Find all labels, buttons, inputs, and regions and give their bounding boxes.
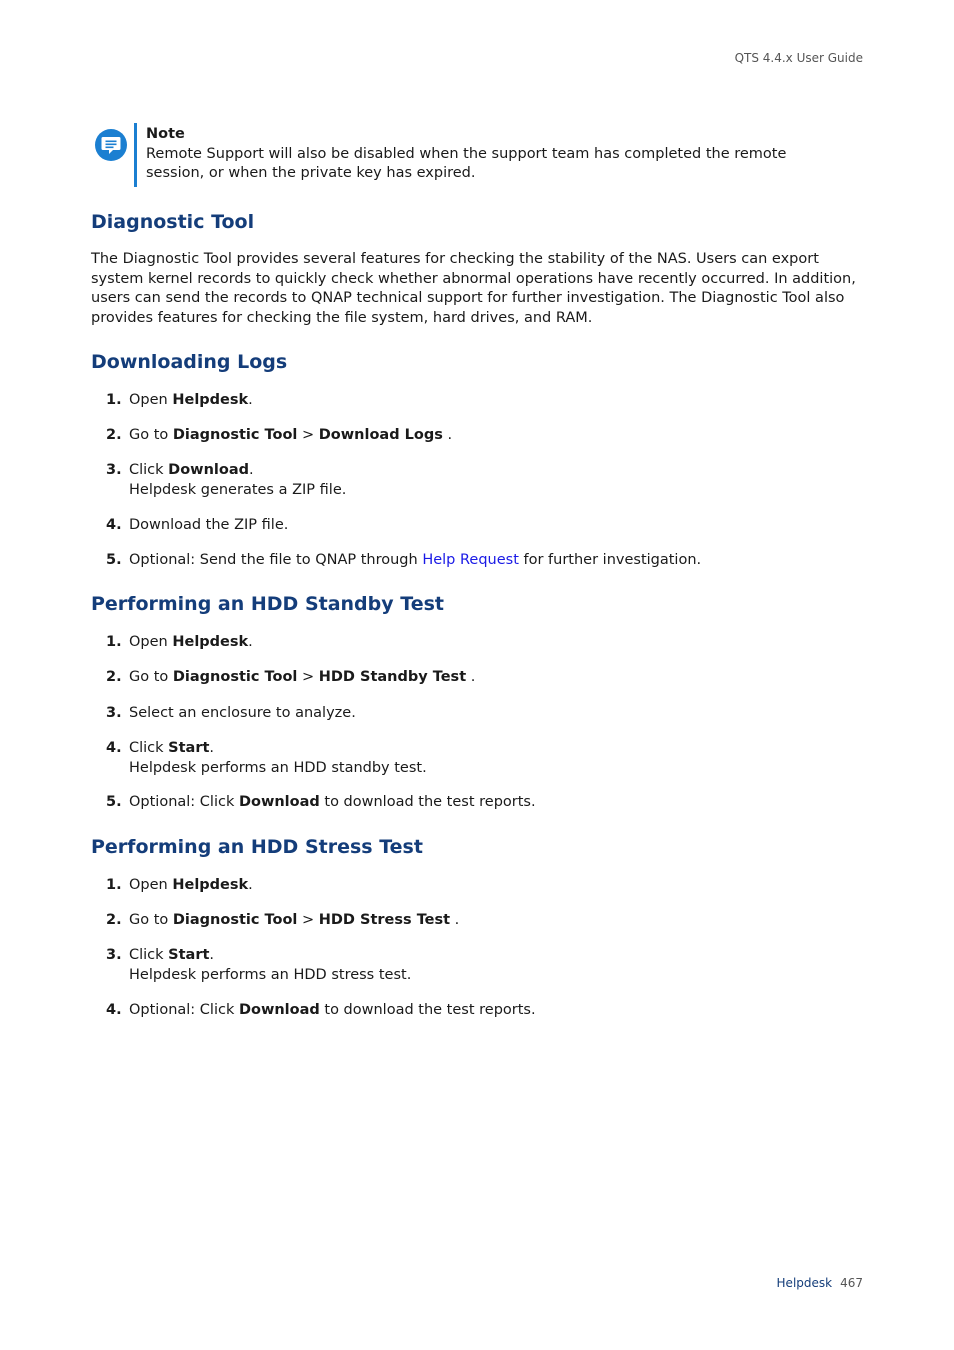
ui-term: Diagnostic Tool [172, 912, 298, 928]
page-number: 467 [840, 1276, 863, 1290]
section-heading-downloading-logs: Downloading Logs [91, 351, 288, 373]
step-text: . [209, 947, 215, 963]
step-text: for further investigation. [518, 552, 702, 568]
step-text: to download the test reports. [319, 794, 536, 810]
step-text: . [442, 427, 453, 443]
section-heading-diagnostic-tool: Diagnostic Tool [91, 211, 255, 233]
ui-term: Diagnostic Tool [172, 427, 298, 443]
ui-term: Helpdesk [172, 877, 249, 893]
step-text: Go to [129, 912, 173, 928]
ui-term: Download [238, 794, 320, 810]
section-heading-hdd-stress-test: Performing an HDD Stress Test [91, 836, 423, 858]
note-speech-bubble-icon [94, 128, 128, 162]
step-text: to download the test reports. [319, 1002, 536, 1018]
ui-term: HDD Stress Test [318, 912, 451, 928]
page-header: QTS 4.4.x User Guide [734, 51, 863, 65]
step-text: Optional: Click [129, 794, 239, 810]
step-result: Helpdesk generates a ZIP file. [129, 481, 347, 498]
step-text: . [248, 462, 254, 478]
step-text: Go to [129, 427, 173, 443]
step-number: 4. [106, 1002, 122, 1018]
step-number: 1. [106, 392, 122, 408]
page-footer [777, 1276, 863, 1290]
step-text: . [450, 912, 460, 928]
note-accent-bar [134, 123, 137, 187]
ui-term: Start [168, 740, 210, 756]
step-text: Click [129, 740, 169, 756]
diagnostic-tool-paragraph: The Diagnostic Tool provides several features for checking the stability of the NAS. Users can export system kernel records to quickly check whether abnormal operations have recently occurred. In addition, users can send the records to QNAP technical support for further investigation. The Diagnostic Tool also provides features for checking the file system, hard drives, and RAM. [91, 251, 856, 326]
step-text: Click [129, 462, 169, 478]
note-title: Note [146, 126, 185, 142]
step-text: Open [129, 877, 173, 893]
section-heading-hdd-standby-test: Performing an HDD Standby Test [91, 593, 444, 615]
step-number: 5. [106, 794, 122, 810]
step-text: . [466, 669, 476, 685]
ui-term: Download [168, 462, 249, 478]
step-number: 1. [106, 877, 122, 893]
step-number: 3. [106, 462, 122, 478]
ui-term: HDD Standby Test [318, 669, 467, 685]
step-text: Download the ZIP file. [129, 517, 289, 533]
step-text: Optional: Click [129, 1002, 239, 1018]
step-text: . [209, 740, 215, 756]
step-text: Open [129, 634, 173, 650]
ui-term: Download [238, 1002, 320, 1018]
step-text: . [248, 877, 253, 893]
ui-term: Helpdesk [172, 392, 249, 408]
step-text: Select an enclosure to analyze. [129, 705, 356, 721]
step-number: 2. [106, 912, 122, 928]
note-line: session, or when the private key has expired. [146, 165, 476, 181]
step-number: 3. [106, 705, 122, 721]
step-number: 3. [106, 947, 122, 963]
step-result: Helpdesk performs an HDD stress test. [129, 966, 412, 983]
help-request-link[interactable]: Help Request [422, 552, 519, 568]
step-number: 1. [106, 634, 122, 650]
step-number: 2. [106, 427, 122, 443]
path-separator: > [297, 669, 319, 685]
step-text: Click [129, 947, 169, 963]
ui-term: Start [168, 947, 210, 963]
step-text: Optional: Send the file to QNAP through [129, 552, 423, 568]
step-number: 4. [106, 740, 122, 756]
note-callout [94, 123, 794, 187]
step-text: . [248, 634, 253, 650]
step-text: . [248, 392, 253, 408]
footer-section-name: Helpdesk [776, 1276, 833, 1290]
step-text: Open [129, 392, 173, 408]
ui-term: Helpdesk [172, 634, 249, 650]
ui-term: Download Logs [318, 427, 443, 443]
note-line: Remote Support will also be disabled when the support team has completed the remote [146, 145, 787, 162]
path-separator: > [297, 912, 319, 928]
ui-term: Diagnostic Tool [172, 669, 298, 685]
step-result: Helpdesk performs an HDD standby test. [129, 759, 427, 776]
path-separator: > [297, 427, 319, 443]
step-number: 2. [106, 669, 122, 685]
note-body [146, 125, 796, 184]
step-number: 5. [106, 552, 122, 568]
step-text: Go to [129, 669, 173, 685]
step-number: 4. [106, 517, 122, 533]
